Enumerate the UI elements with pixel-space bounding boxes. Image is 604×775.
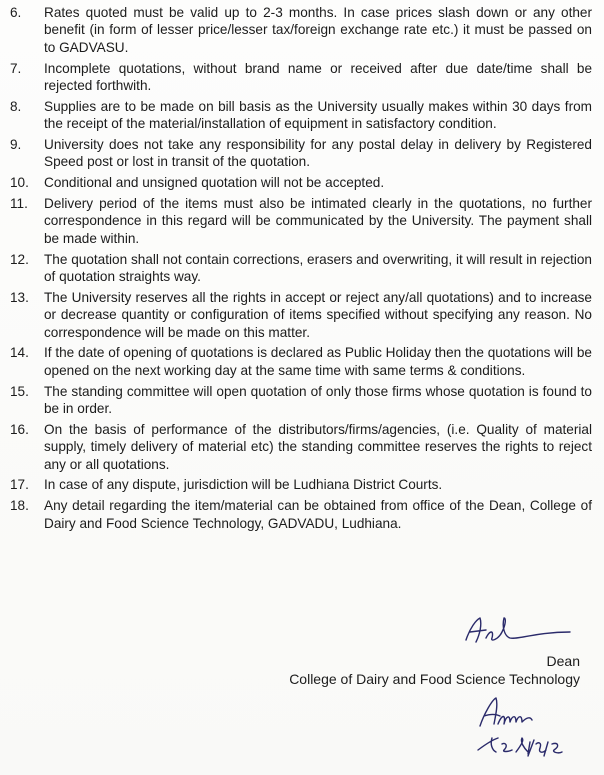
term-text: Conditional and unsigned quotation will not be accepted. [44,175,385,191]
term-item [10,421,592,473]
term-number: 17. [10,477,29,493]
term-text: Any detail regarding the item/material can be obtained from office of the Dean, College of Dairy and Food Science Technology, GADVADU, Ludhiana. [44,498,592,531]
dean-title: Dean [546,653,580,669]
term-number: 12. [10,251,29,267]
term-item [10,383,592,418]
term-text: Supplies are to be made on bill basis as the University usually makes within 30 days from the receipt of the material/installation of equipment in satisfactory condition. [44,98,592,132]
term-item [10,136,592,171]
signature-block [242,612,582,772]
term-text: If the date of opening of quotations is declared as Public Holiday then the quotations will be opened on the next working day at the same time with same terms & conditions. [44,345,592,378]
term-item [10,98,592,133]
term-text: The standing committee will open quotation of only those firms whose quotation is found to be in order. [44,383,592,417]
term-item [10,251,592,286]
term-number: 7. [10,60,22,76]
term-number: 11. [10,196,28,212]
term-number: 13. [10,289,29,305]
term-text: Rates quoted must be valid up to 2-3 months. In case prices slash down or any other benefit (in form of lesser price/lesser tax/foreign exchange rate etc.) it must be passed on to GADVASU. [44,5,592,55]
term-number: 14. [10,345,29,361]
terms-list [10,4,592,535]
term-item [10,497,592,532]
dean-signature [456,612,576,648]
term-item [10,476,592,493]
term-text: On the basis of performance of the distributors/firms/agencies, (i.e. Quality of material supply, timely delivery of material etc) the standing committee reserves the rights to reject any or all quotations. [44,421,592,472]
term-item [10,344,592,379]
term-number: 9. [10,137,22,153]
term-number: 8. [10,98,22,114]
term-number: 10. [10,175,29,191]
term-number: 16. [10,421,29,437]
college-name: College of Dairy and Food Science Technology [289,671,580,687]
term-text: Incomplete quotations, without brand name or received after due date/time shall be rejected forthwith. [44,60,592,94]
term-item [10,195,592,247]
term-item [10,289,592,341]
term-text: Delivery period of the items must also be intimated clearly in the quotations, no further correspondence in this regard will be communicated by the University. The payment shall be made within. [44,196,592,246]
term-number: 6. [10,5,22,20]
term-item [10,4,592,56]
initials-and-date-signature [472,694,572,768]
term-item [10,60,592,95]
term-text: The University reserves all the rights in accept or reject any/all quotations) and to increase or decrease quantity or configuration of items specified without specifying any reason. No correspondence will be made on this matter. [44,289,592,340]
term-number: 18. [10,498,29,514]
term-text: University does not take any responsibility for any postal delay in delivery by Registered Speed post or lost in transit of the quotation. [44,137,592,170]
term-number: 15. [10,383,29,399]
term-item [10,174,592,191]
term-text: The quotation shall not contain corrections, erasers and overwriting, it will result in rejection of quotation straights way. [44,251,592,285]
term-text: In case of any dispute, jurisdiction will be Ludhiana District Courts. [44,477,443,493]
